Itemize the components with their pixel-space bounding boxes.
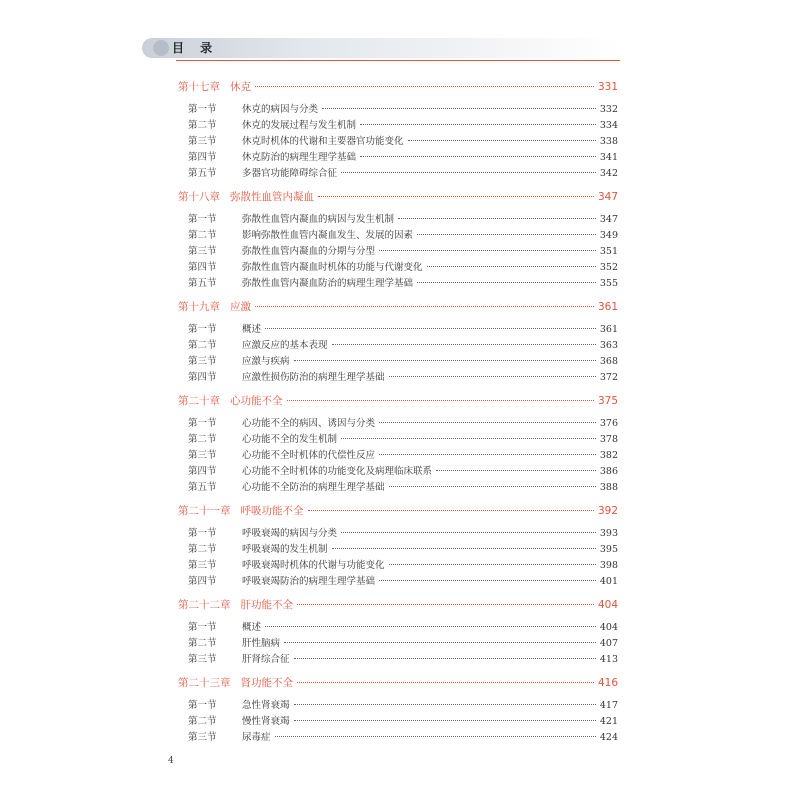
- section-number: 第三节: [188, 450, 217, 461]
- section-entry[interactable]: [178, 464, 618, 480]
- chapter-title: 应激: [230, 301, 251, 313]
- section-entry[interactable]: [178, 134, 618, 150]
- dot-leader: [294, 658, 596, 659]
- section-number: 第四节: [188, 262, 217, 273]
- dot-leader: [417, 282, 596, 283]
- section-entry[interactable]: [178, 322, 618, 338]
- dot-leader: [436, 470, 596, 471]
- dot-leader: [265, 328, 596, 329]
- section-number: 第三节: [188, 560, 217, 571]
- section-entry[interactable]: [178, 260, 618, 276]
- section-page: 417: [599, 700, 618, 711]
- table-of-contents: [178, 76, 618, 750]
- section-page: 347: [599, 214, 618, 225]
- section-title: 概述: [242, 622, 262, 633]
- dot-leader: [427, 266, 596, 267]
- chapter-page: 361: [597, 301, 618, 313]
- dot-leader: [255, 306, 594, 307]
- section-number: 第一节: [188, 700, 217, 711]
- section-list: [178, 102, 618, 182]
- section-entry[interactable]: [178, 574, 618, 590]
- chapter-page: 404: [597, 599, 618, 611]
- section-title: 弥散性血管内凝血的分期与分型: [242, 246, 376, 257]
- section-title: 呼吸衰竭的发生机制: [242, 544, 328, 555]
- section-page: 351: [599, 246, 618, 257]
- dot-leader: [297, 682, 594, 683]
- dot-leader: [360, 156, 596, 157]
- section-entry[interactable]: [178, 730, 618, 746]
- dot-leader: [360, 124, 596, 125]
- section-title: 应激性损伤防治的病理生理学基础: [242, 372, 385, 383]
- section-entry[interactable]: [178, 354, 618, 370]
- section-page: 398: [599, 560, 618, 571]
- chapter-title: 呼吸功能不全: [240, 505, 304, 517]
- section-list: [178, 698, 618, 746]
- section-title: 呼吸衰竭防治的病理生理学基础: [242, 576, 376, 587]
- section-title: 急性肾衰竭: [242, 700, 290, 711]
- section-entry[interactable]: [178, 102, 618, 118]
- chapter-entry[interactable]: [178, 594, 618, 616]
- dot-leader: [308, 510, 594, 511]
- section-number: 第三节: [188, 246, 217, 257]
- section-title: 弥散性血管内凝血时机体的功能与代谢变化: [242, 262, 423, 273]
- section-number: 第一节: [188, 418, 217, 429]
- dot-leader: [284, 642, 596, 643]
- section-entry[interactable]: [178, 212, 618, 228]
- section-page: 393: [599, 528, 618, 539]
- section-page: 382: [599, 450, 618, 461]
- section-page: 424: [599, 732, 618, 743]
- section-entry[interactable]: [178, 480, 618, 496]
- section-number: 第五节: [188, 278, 217, 289]
- dot-leader: [294, 704, 596, 705]
- section-title: 影响弥散性血管内凝血发生、发展的因素: [242, 230, 414, 241]
- section-page: 342: [599, 168, 618, 179]
- chapter-title: 心功能不全: [230, 395, 283, 407]
- section-number: 第二节: [188, 230, 217, 241]
- section-entry[interactable]: [178, 526, 618, 542]
- section-entry[interactable]: [178, 448, 618, 464]
- chapter-entry[interactable]: [178, 76, 618, 98]
- section-number: 第三节: [188, 136, 217, 147]
- section-number: 第五节: [188, 482, 217, 493]
- section-number: 第四节: [188, 466, 217, 477]
- section-page: 401: [599, 576, 618, 587]
- section-list: [178, 526, 618, 590]
- chapter-title: 弥散性血管内凝血: [230, 191, 314, 203]
- dot-leader: [389, 376, 596, 377]
- section-page: 386: [599, 466, 618, 477]
- section-page: 372: [599, 372, 618, 383]
- section-title: 慢性肾衰竭: [242, 716, 290, 727]
- section-title: 应激反应的基本表现: [242, 340, 328, 351]
- chapter-number: 第二十二章: [178, 599, 231, 611]
- section-number: 第二节: [188, 120, 217, 131]
- section-page: 395: [599, 544, 618, 555]
- section-entry[interactable]: [178, 166, 618, 182]
- section-title: 呼吸衰竭时机体的代谢与功能变化: [242, 560, 385, 571]
- section-title: 肝性脑病: [242, 638, 281, 649]
- dot-leader: [294, 360, 596, 361]
- section-entry[interactable]: [178, 432, 618, 448]
- section-number: 第四节: [188, 372, 217, 383]
- section-title: 心功能不全时机体的代偿性反应: [242, 450, 376, 461]
- dot-leader: [417, 234, 596, 235]
- dot-leader: [332, 344, 596, 345]
- section-number: 第一节: [188, 622, 217, 633]
- section-title: 心功能不全的发生机制: [242, 434, 338, 445]
- chapter-page: 347: [597, 191, 618, 203]
- chapter-number: 第十八章: [178, 191, 220, 203]
- chapter-page: 331: [597, 81, 618, 93]
- section-page: 376: [599, 418, 618, 429]
- section-page: 421: [599, 716, 618, 727]
- chapter-entry[interactable]: [178, 296, 618, 318]
- chapter-title: 肝功能不全: [240, 599, 293, 611]
- section-entry[interactable]: [178, 370, 618, 386]
- section-page: 368: [599, 356, 618, 367]
- section-number: 第一节: [188, 104, 217, 115]
- dot-leader: [287, 400, 594, 401]
- dot-leader: [379, 580, 596, 581]
- section-title: 心功能不全防治的病理生理学基础: [242, 482, 385, 493]
- section-list: [178, 416, 618, 496]
- section-title: 概述: [242, 324, 262, 335]
- section-list: [178, 620, 618, 668]
- section-number: 第四节: [188, 152, 217, 163]
- section-title: 休克的发展过程与发生机制: [242, 120, 357, 131]
- chapter-number: 第十九章: [178, 301, 220, 313]
- section-title: 心功能不全的病因、诱因与分类: [242, 418, 376, 429]
- section-page: 407: [599, 638, 618, 649]
- dot-leader: [341, 172, 596, 173]
- section-page: 404: [599, 622, 618, 633]
- section-title: 心功能不全时机体的功能变化及病理临床联系: [242, 466, 433, 477]
- chapter-number: 第二十章: [178, 395, 220, 407]
- section-entry[interactable]: [178, 276, 618, 292]
- section-list: [178, 212, 618, 292]
- section-title: 尿毒症: [242, 732, 271, 743]
- chapter-number: 第二十一章: [178, 505, 231, 517]
- dot-leader: [379, 454, 596, 455]
- section-number: 第二节: [188, 434, 217, 445]
- section-title: 肝肾综合征: [242, 654, 290, 665]
- section-number: 第二节: [188, 716, 217, 727]
- dot-leader: [389, 564, 596, 565]
- section-number: 第二节: [188, 340, 217, 351]
- section-entry[interactable]: [178, 620, 618, 636]
- section-entry[interactable]: [178, 228, 618, 244]
- dot-leader: [297, 604, 594, 605]
- section-page: 338: [599, 136, 618, 147]
- chapter-title: 休克: [230, 81, 251, 93]
- dot-leader: [398, 218, 596, 219]
- dot-leader: [332, 548, 596, 549]
- header-decoration: [153, 40, 169, 56]
- dot-leader: [341, 532, 596, 533]
- dot-leader: [341, 438, 596, 439]
- chapter-entry[interactable]: [178, 390, 618, 412]
- section-number: 第一节: [188, 324, 217, 335]
- section-page: 341: [599, 152, 618, 163]
- dot-leader: [265, 626, 596, 627]
- section-entry[interactable]: [178, 636, 618, 652]
- page-title: 目 录: [172, 41, 219, 55]
- section-page: 352: [599, 262, 618, 273]
- section-entry[interactable]: [178, 150, 618, 166]
- chapter-number: 第二十三章: [178, 677, 231, 689]
- dot-leader: [275, 736, 596, 737]
- section-page: 361: [599, 324, 618, 335]
- section-title: 应激与疾病: [242, 356, 290, 367]
- section-title: 弥散性血管内凝血的病因与发生机制: [242, 214, 395, 225]
- section-entry[interactable]: [178, 652, 618, 668]
- dot-leader: [318, 196, 594, 197]
- section-number: 第二节: [188, 544, 217, 555]
- section-page: 363: [599, 340, 618, 351]
- section-entry[interactable]: [178, 118, 618, 134]
- dot-leader: [379, 422, 596, 423]
- section-number: 第五节: [188, 168, 217, 179]
- chapter-number: 第十七章: [178, 81, 220, 93]
- section-entry[interactable]: [178, 416, 618, 432]
- section-page: 355: [599, 278, 618, 289]
- section-title: 呼吸衰竭的病因与分类: [242, 528, 338, 539]
- header-rule: [176, 60, 620, 61]
- section-entry[interactable]: [178, 698, 618, 714]
- section-title: 休克时机体的代谢和主要器官功能变化: [242, 136, 404, 147]
- section-page: 388: [599, 482, 618, 493]
- section-page: 349: [599, 230, 618, 241]
- section-title: 多器官功能障碍综合征: [242, 168, 338, 179]
- section-number: 第三节: [188, 356, 217, 367]
- section-page: 378: [599, 434, 618, 445]
- chapter-entry[interactable]: [178, 186, 618, 208]
- chapter-page: 375: [597, 395, 618, 407]
- section-number: 第三节: [188, 732, 217, 743]
- section-page: 413: [599, 654, 618, 665]
- chapter-entry[interactable]: [178, 500, 618, 522]
- dot-leader: [408, 140, 596, 141]
- section-number: 第四节: [188, 576, 217, 587]
- section-page: 334: [599, 120, 618, 131]
- dot-leader: [294, 720, 596, 721]
- section-title: 弥散性血管内凝血防治的病理生理学基础: [242, 278, 414, 289]
- chapter-entry[interactable]: [178, 672, 618, 694]
- chapter-title: 肾功能不全: [240, 677, 293, 689]
- section-number: 第三节: [188, 654, 217, 665]
- dot-leader: [389, 486, 596, 487]
- dot-leader: [255, 86, 594, 87]
- dot-leader: [322, 108, 596, 109]
- chapter-page: 392: [597, 505, 618, 517]
- section-number: 第一节: [188, 528, 217, 539]
- section-list: [178, 322, 618, 386]
- section-title: 休克的病因与分类: [242, 104, 319, 115]
- section-entry[interactable]: [178, 338, 618, 354]
- section-entry[interactable]: [178, 558, 618, 574]
- section-entry[interactable]: [178, 542, 618, 558]
- dot-leader: [379, 250, 596, 251]
- section-page: 332: [599, 104, 618, 115]
- section-number: 第二节: [188, 638, 217, 649]
- page-number: 4: [168, 756, 174, 766]
- chapter-page: 416: [597, 677, 618, 689]
- section-entry[interactable]: [178, 244, 618, 260]
- section-entry[interactable]: [178, 714, 618, 730]
- section-number: 第一节: [188, 214, 217, 225]
- section-title: 休克防治的病理生理学基础: [242, 152, 357, 163]
